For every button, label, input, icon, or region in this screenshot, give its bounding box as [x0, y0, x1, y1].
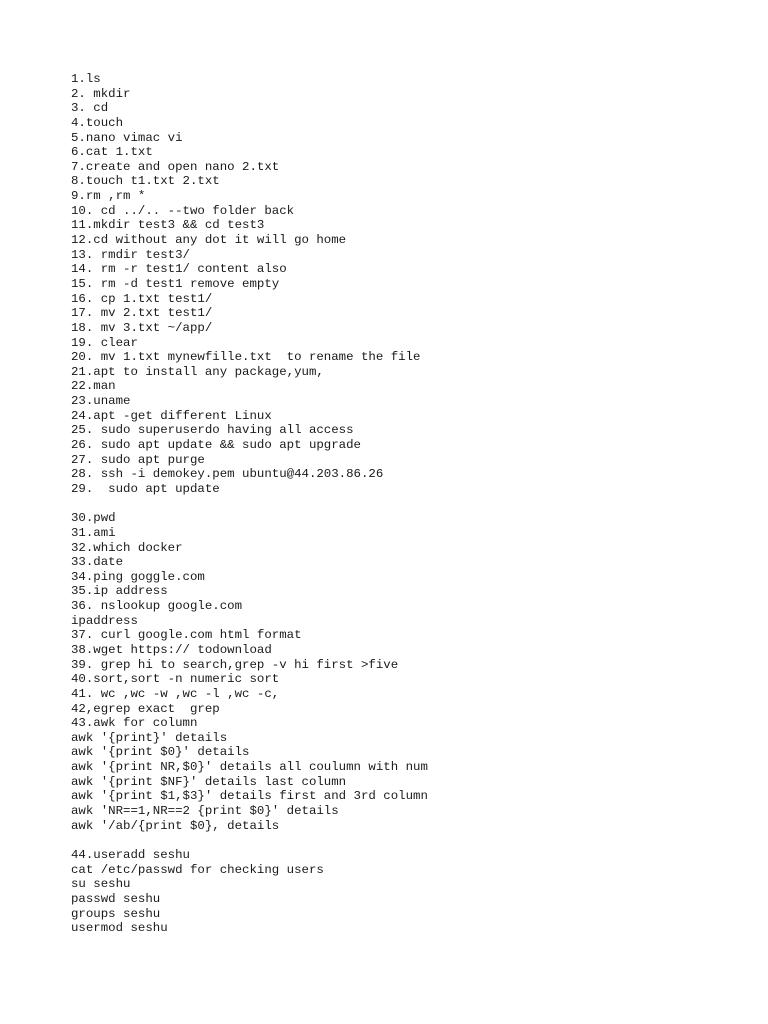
text-line: 24.apt -get different Linux [71, 408, 272, 423]
section-network-text-commands [71, 511, 751, 833]
text-line: cat /etc/passwd for checking users [71, 862, 324, 877]
text-line: awk '{print $1,$3}' details first and 3rd column [71, 789, 428, 804]
text-line: 41. wc ,wc -w ,wc -l ,wc -c, [71, 686, 280, 701]
text-line: passwd seshu [71, 891, 161, 906]
text-line: 44.useradd seshu [71, 847, 190, 862]
text-line: 15. rm -d test1 remove empty [71, 276, 280, 291]
text-line: 18. mv 3.txt ~/app/ [71, 320, 213, 335]
text-line: 12.cd without any dot it will go home [71, 233, 347, 248]
text-line: 39. grep hi to search,grep -v hi first >five [71, 657, 399, 672]
text-line: 6.cat 1.txt [71, 145, 153, 160]
text-line: 43.awk for column [71, 716, 198, 731]
text-line: 30.pwd [71, 511, 116, 526]
text-line: 32.which docker [71, 540, 183, 555]
text-line: 13. rmdir test3/ [71, 247, 190, 262]
text-line: 37. curl google.com html format [71, 628, 302, 643]
text-line: 20. mv 1.txt mynewfille.txt to rename the file [71, 350, 421, 365]
text-line: 4.touch [71, 115, 124, 130]
text-line: 8.touch t1.txt 2.txt [71, 174, 220, 189]
document-page [71, 72, 751, 936]
text-line: awk '/ab/{print $0}, details [71, 818, 280, 833]
text-line: 26. sudo apt update && sudo apt upgrade [71, 438, 361, 453]
blank-line [71, 833, 751, 848]
text-line: 1.ls [71, 72, 101, 86]
text-line: 2. mkdir [71, 86, 131, 101]
text-line: awk '{print NR,$0}' details all coulumn with num [71, 760, 428, 775]
text-line: 11.mkdir test3 && cd test3 [71, 218, 265, 233]
text-line: 5.nano vimac vi [71, 130, 183, 145]
text-line: 10. cd ../.. --two folder back [71, 203, 295, 218]
section-user-commands [71, 848, 751, 936]
text-line: 21.apt to install any package,yum, [71, 364, 324, 379]
text-line: 33.date [71, 555, 124, 570]
section-basic-commands [71, 72, 751, 497]
text-line: 19. clear [71, 335, 138, 350]
text-line: 9.rm ,rm * [71, 189, 146, 204]
text-line: 3. cd [71, 101, 109, 116]
text-line: 27. sudo apt purge [71, 452, 205, 467]
text-line: 17. mv 2.txt test1/ [71, 306, 213, 321]
text-line: 36. nslookup google.com [71, 599, 243, 614]
text-line: 28. ssh -i demokey.pem ubuntu@44.203.86.26 [71, 467, 384, 482]
text-line: awk '{print $0}' details [71, 745, 250, 760]
text-line: 29. sudo apt update [71, 481, 220, 496]
text-line: awk 'NR==1,NR==2 {print $0}' details [71, 804, 339, 819]
text-line: awk '{print $NF}' details last column [71, 774, 347, 789]
text-line: 31.ami [71, 525, 116, 540]
text-line: usermod seshu [71, 921, 168, 936]
text-line: 34.ping goggle.com [71, 569, 205, 584]
text-line: 22.man [71, 379, 116, 394]
text-line: 23.uname [71, 394, 131, 409]
text-line: su seshu [71, 877, 131, 892]
text-line: 7.create and open nano 2.txt [71, 159, 280, 174]
text-line: 42,egrep exact grep [71, 701, 220, 716]
text-line: 38.wget https:// todownload [71, 642, 272, 657]
text-line: ipaddress [71, 613, 138, 628]
text-line: 40.sort,sort -n numeric sort [71, 672, 280, 687]
text-line: 16. cp 1.txt test1/ [71, 291, 213, 306]
text-line: awk '{print}' details [71, 730, 228, 745]
text-line: groups seshu [71, 906, 161, 921]
text-line: 14. rm -r test1/ content also [71, 262, 287, 277]
blank-line [71, 497, 751, 512]
text-line: 25. sudo superuserdo having all access [71, 423, 354, 438]
text-line: 35.ip address [71, 584, 168, 599]
